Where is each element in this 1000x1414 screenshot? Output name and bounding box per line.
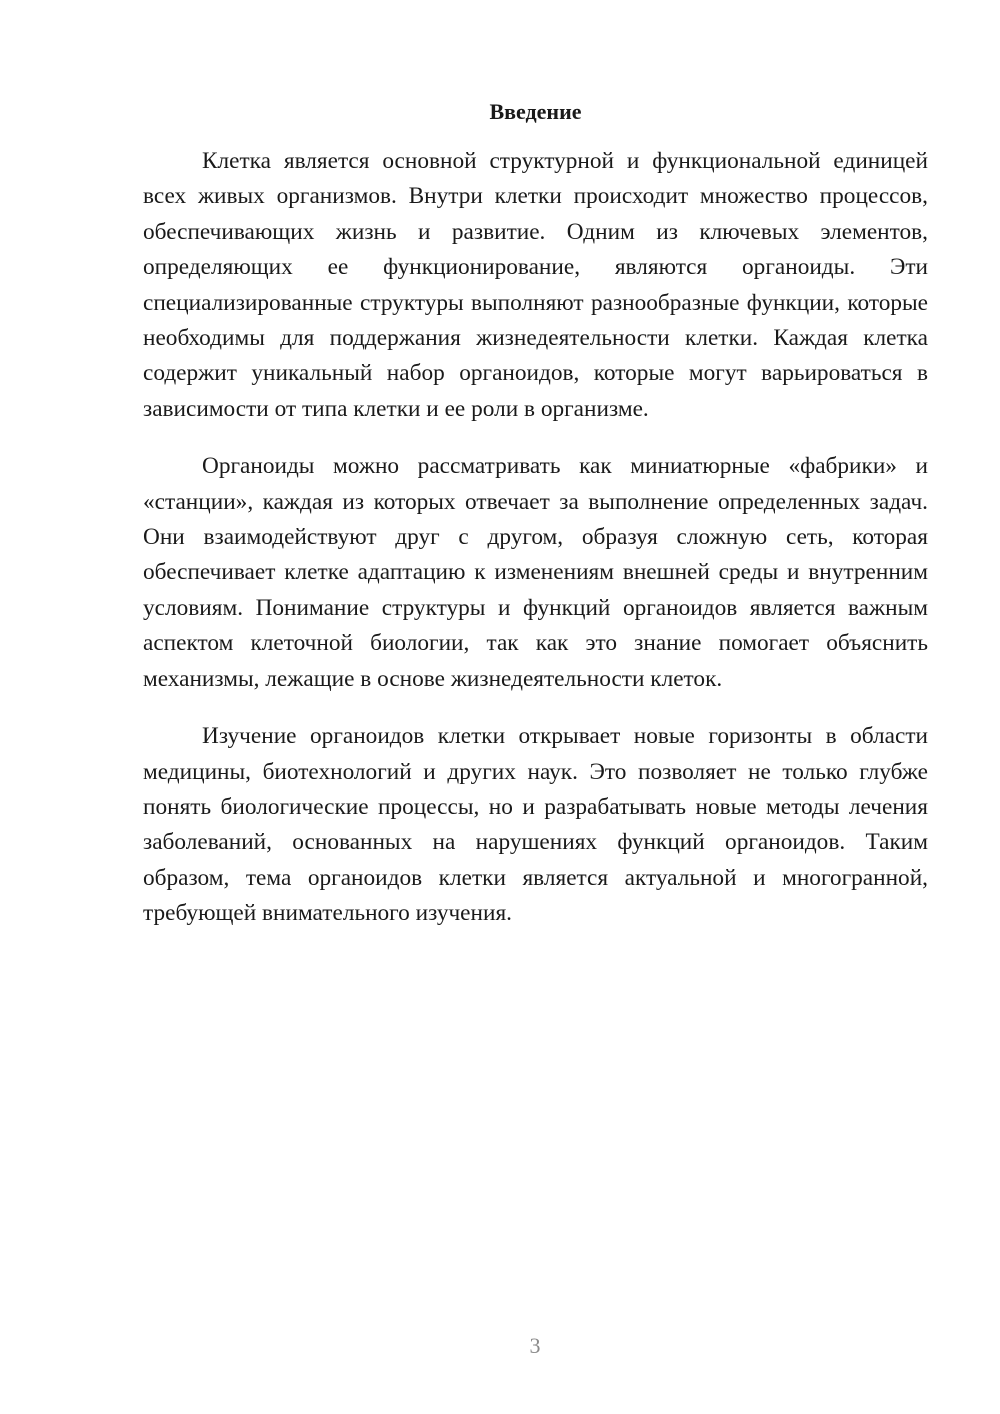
page-number: 3 — [529, 1333, 541, 1358]
paragraph-1: Клетка является основной структурной и функциональной единицей всех живых организмов. Внутри клетки происходит множество процессов, обеспечивающих жизнь и развитие. Одним из ключевых элементов, определяющих ее функционирование, являются органоиды. Эти специализированные структуры выполняют разнообразные функции, которые необходимы для поддержания жизнедеятельности клетки. Каждая клетка содержит уникальный набор органоидов, которые могут варьироваться в зависимости от типа клетки и ее роли в организме. — [143, 148, 928, 422]
paragraph-2: Органоиды можно рассматривать как миниатюрные «фабрики» и «станции», каждая из которых отвечает за выполнение определенных задач. Они взаимодействуют друг с другом, образуя сложную сеть, которая обеспечивает клетке адаптацию к изменениям внешней среды и внутренним условиям. Понимание структуры и функций органоидов является важным аспектом клеточной биологии, так как это знание помогает объяснить механизмы, лежащие в основе жизнедеятельности клеток. — [143, 453, 928, 692]
page-content — [143, 96, 928, 954]
paragraph-3: Изучение органоидов клетки открывает новые горизонты в области медицины, биотехнологий и других наук. Это позволяет не только глубже понять биологические процессы, но и разрабатывать новые методы лечения заболеваний, основанных на нарушениях функций органоидов. Таким образом, тема органоидов клетки является актуальной и многогранной, требующей внимательного изучения. — [143, 723, 928, 927]
section-heading: Введение — [489, 99, 582, 124]
